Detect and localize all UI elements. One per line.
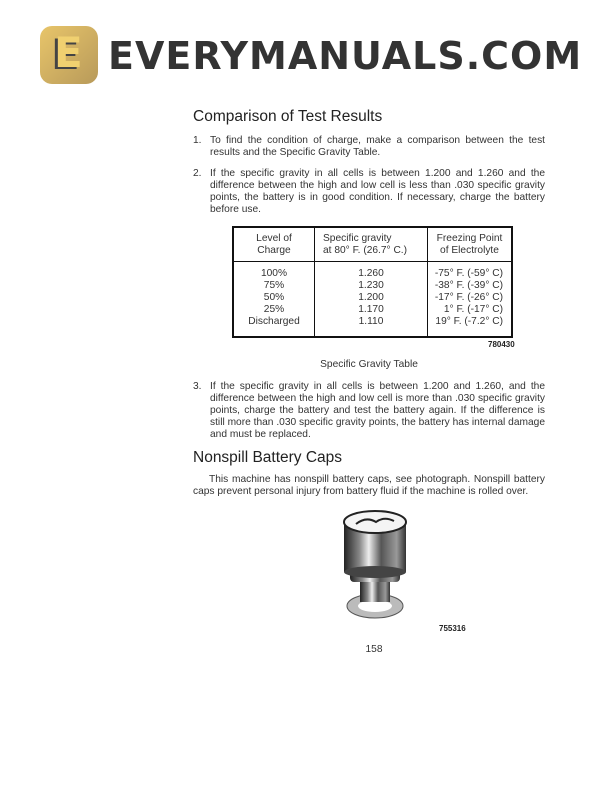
list-item-2	[193, 168, 545, 216]
list-text: If the specific gravity in all cells is between 1.200 and 1.260, and the difference between the high and low cell is more than .030 specific gravity points, charge the battery and test the battery again. If the difference is still more than .030 specific gravity points, the battery has internal damage and must be replaced.	[210, 381, 545, 440]
table-caption: Specific Gravity Table	[320, 359, 418, 370]
section-heading-nonspill: Nonspill Battery Caps	[193, 449, 343, 466]
list-number: 1.	[193, 135, 202, 146]
list-number: 3.	[193, 381, 202, 392]
list-text: To find the condition of charge, make a comparison between the test results and the Specific Gravity Table.	[210, 135, 545, 158]
nonspill-paragraph: This machine has nonspill battery caps, see photograph. Nonspill battery caps prevent personal injury from battery fluid if the machine is rolled over.	[193, 474, 545, 497]
page-content	[193, 108, 545, 656]
watermark	[40, 26, 583, 86]
battery-cap-photo	[330, 508, 420, 620]
list-item-3	[193, 381, 545, 441]
table-col-gravity: 1.260 1.230 1.200 1.170 1.110	[315, 262, 428, 337]
table-col-freezing: -75° F. (-59° C) -38° F. (-39° C) -17° F. (-26° C) 1° F. (-17° C) 19° F. (-7.2° C)	[428, 262, 512, 337]
table-header: Freezing Point of Electrolyte	[428, 228, 512, 262]
watermark-text: EVERYMANUALS.COM	[108, 34, 583, 78]
watermark-logo-letter-icon: E	[54, 28, 83, 77]
figure-code: 780430	[488, 340, 515, 349]
photo-code: 755316	[439, 624, 466, 633]
list-text: If the specific gravity in all cells is between 1.200 and 1.260 and the difference between the high and low cell is less than .030 specific gravity points, the battery is in good condition. If necessary, charge the battery before use.	[210, 168, 545, 215]
specific-gravity-table	[232, 226, 513, 338]
section-heading-comparison: Comparison of Test Results	[193, 108, 383, 125]
watermark-logo	[40, 26, 98, 84]
page-number: 158	[365, 644, 383, 655]
table-header: Level of Charge	[234, 228, 315, 262]
list-number: 2.	[193, 168, 202, 179]
table-header: Specific gravity at 80° F. (26.7° C.)	[315, 228, 428, 262]
list-item-1	[193, 135, 545, 159]
table-col-level: 100% 75% 50% 25% Discharged	[248, 268, 300, 327]
